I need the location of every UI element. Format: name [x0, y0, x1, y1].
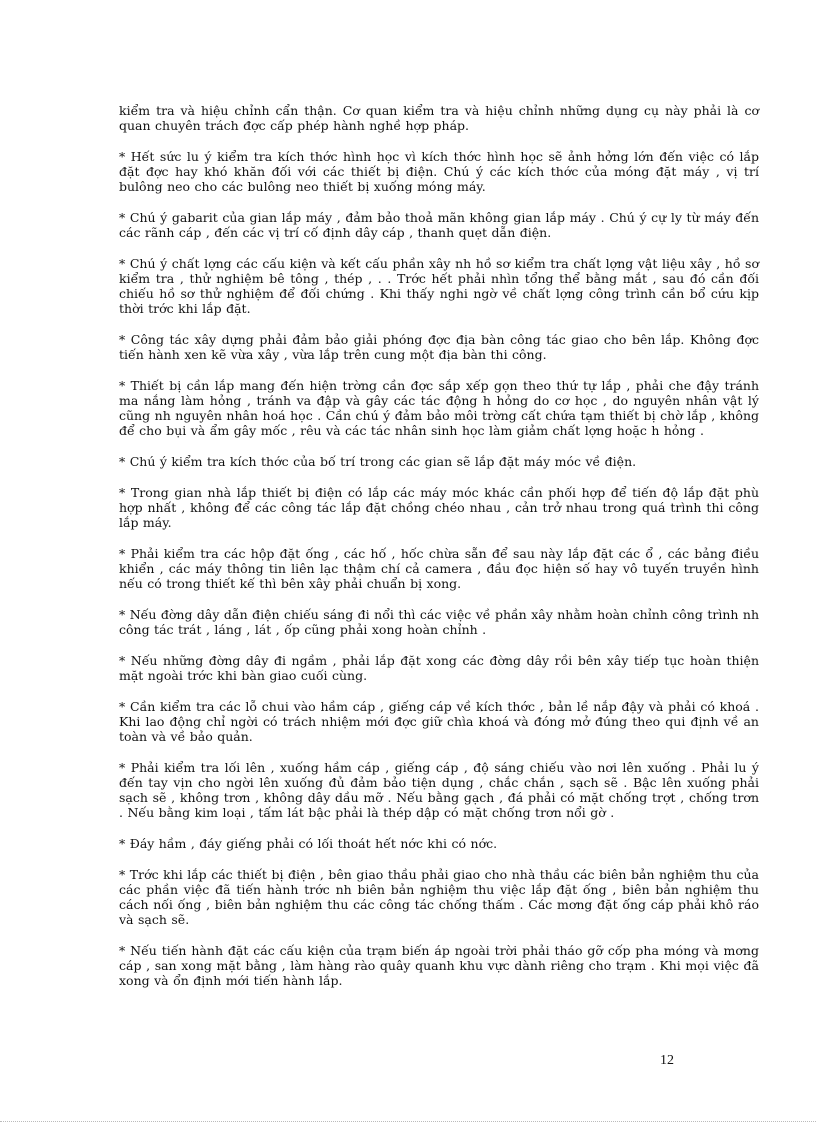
paragraph: * Nếu đờng dây dẫn điện chiếu sáng đi nổi thì các việc về phần xây nhằm hoàn chỉnh công trình nh công tác trát , láng , lát , ốp cũng phải xong hoàn chỉnh .	[119, 607, 760, 637]
paragraph: * Thiết bị cần lắp mang đến hiện trờng cần đợc sắp xếp gọn theo thứ tự lắp , phải che đậy tránh ma nắng làm hỏng , tránh va đập và gây các tác động h hỏng do cơ học , do nguyên nhân vật lý cũng nh nguyên nhân hoá học . Cần chú ý đảm bảo môi trờng cất chứa tạm thiết bị chờ lắp , không để cho bụi và ẩm gây mốc , rêu và các tác nhân sinh học làm giảm chất lợng hoặc h hỏng .	[119, 378, 759, 438]
paragraph: * Công tác xây dựng phải đảm bảo giải phóng đợc địa bàn công tác giao cho bên lắp. Không đợc tiến hành xen kẽ vừa xây , vừa lắp trên cung một địa bàn thi công.	[119, 332, 759, 362]
paragraph: * Đáy hầm , đáy giếng phải có lối thoát hết nớc khi có nớc.	[119, 836, 498, 851]
page-bottom-border	[0, 1121, 816, 1122]
paragraph: * Phải kiểm tra các hộp đặt ống , các hố , hốc chừa sẵn để sau này lắp đặt các ổ , các bảng điều khiển , các máy thông tin liên lạc thậm chí cả camera , đầu đọc hiện số hay vô tuyến truyền hình nếu có trong thiết kế thì bên xây phải chuẩn bị xong.	[119, 546, 759, 591]
paragraph: * Chú ý gabarit của gian lắp máy , đảm bảo thoả mãn không gian lắp máy . Chú ý cự ly từ máy đến các rãnh cáp , đến các vị trí cố định dây cáp , thanh quẹt dẫn điện.	[119, 210, 759, 240]
paragraph: * Cần kiểm tra các lỗ chui vào hầm cáp , giếng cáp về kích thớc , bản lề nắp đậy và phải có khoá . Khi lao động chỉ ngời có trách nhiệm mới đợc giữ chìa khoá và đóng mở đúng theo qui định về an toàn và về bảo quản.	[119, 699, 759, 744]
paragraph: * Trớc khi lắp các thiết bị điện , bên giao thầu phải giao cho nhà thầu các biên bản nghiệm thu của các phần việc đã tiến hành trớc nh biên bản nghiệm thu việc lắp đặt ống , biên bản nghiệm thu cách nối ống , biên bản nghiệm thu các công tác chống thấm . Các mơng đặt ống cáp phải khô ráo và sạch sẽ.	[119, 867, 759, 927]
paragraph: kiểm tra và hiệu chỉnh cẩn thận. Cơ quan kiểm tra và hiệu chỉnh những dụng cụ này phải là cơ quan chuyên trách đợc cấp phép hành nghề hợp pháp.	[119, 103, 759, 133]
page-number: 12	[660, 1053, 674, 1068]
document-body	[119, 103, 759, 1004]
paragraph: * Nếu tiến hành đặt các cấu kiện của trạm biến áp ngoài trời phải tháo gỡ cốp pha móng và mơng cáp , san xong mặt bằng , làm hàng rào quây quanh khu vực dành riêng cho trạm . Khi mọi việc đã xong và ổn định mới tiến hành lắp.	[119, 943, 759, 988]
paragraph: * Hết sức lu ý kiểm tra kích thớc hình học vì kích thớc hình học sẽ ảnh hởng lớn đến việc có lắp đặt đợc hay khó khăn đối với các thiết bị điện. Chú ý các kích thớc của móng đặt máy , vị trí bulông neo cho các bulông neo thiết bị xuống móng máy.	[119, 149, 759, 194]
paragraph: * Trong gian nhà lắp thiết bị điện có lắp các máy móc khác cần phối hợp để tiến độ lắp đặt phù hợp nhất , không để các công tác lắp đặt chồng chéo nhau , cản trở nhau trong quá trình thi công lắp máy.	[119, 485, 759, 530]
paragraph: * Phải kiểm tra lối lên , xuống hầm cáp , giếng cáp , độ sáng chiếu vào nơi lên xuống . Phải lu ý đến tay vịn cho ngời lên xuống đủ đảm bảo tiện dụng , chắc chắn , sạch sẽ . Bậc lên xuống phải sạch sẽ , không trơn , không dây dầu mỡ . Nếu bằng gạch , đá phải có mặt chống trợt , chống trơn . Nếu bằng kim loại , tấm lát bậc phải là thép dập có mặt chống trơn nổi gờ .	[119, 760, 759, 820]
paragraph: * Nếu những đờng dây đi ngầm , phải lắp đặt xong các đờng dây rồi bên xây tiếp tục hoàn thiện mặt ngoài trớc khi bàn giao cuối cùng.	[119, 653, 759, 683]
paragraph: * Chú ý kiểm tra kích thớc của bố trí trong các gian sẽ lắp đặt máy móc về điện.	[119, 454, 637, 469]
paragraph: * Chú ý chất lợng các cấu kiện và kết cấu phần xây nh hồ sơ kiểm tra chất lợng vật liệu xây , hồ sơ kiểm tra , thử nghiệm bê tông , thép , . . Trớc hết phải nhìn tổng thể bằng mắt , sau đó cần đối chiếu hồ sơ thử nghiệm để đối chứng . Khi thấy nghi ngờ về chất lợng công trình cần bổ cứu kịp thời trớc khi lắp đặt.	[119, 256, 759, 316]
